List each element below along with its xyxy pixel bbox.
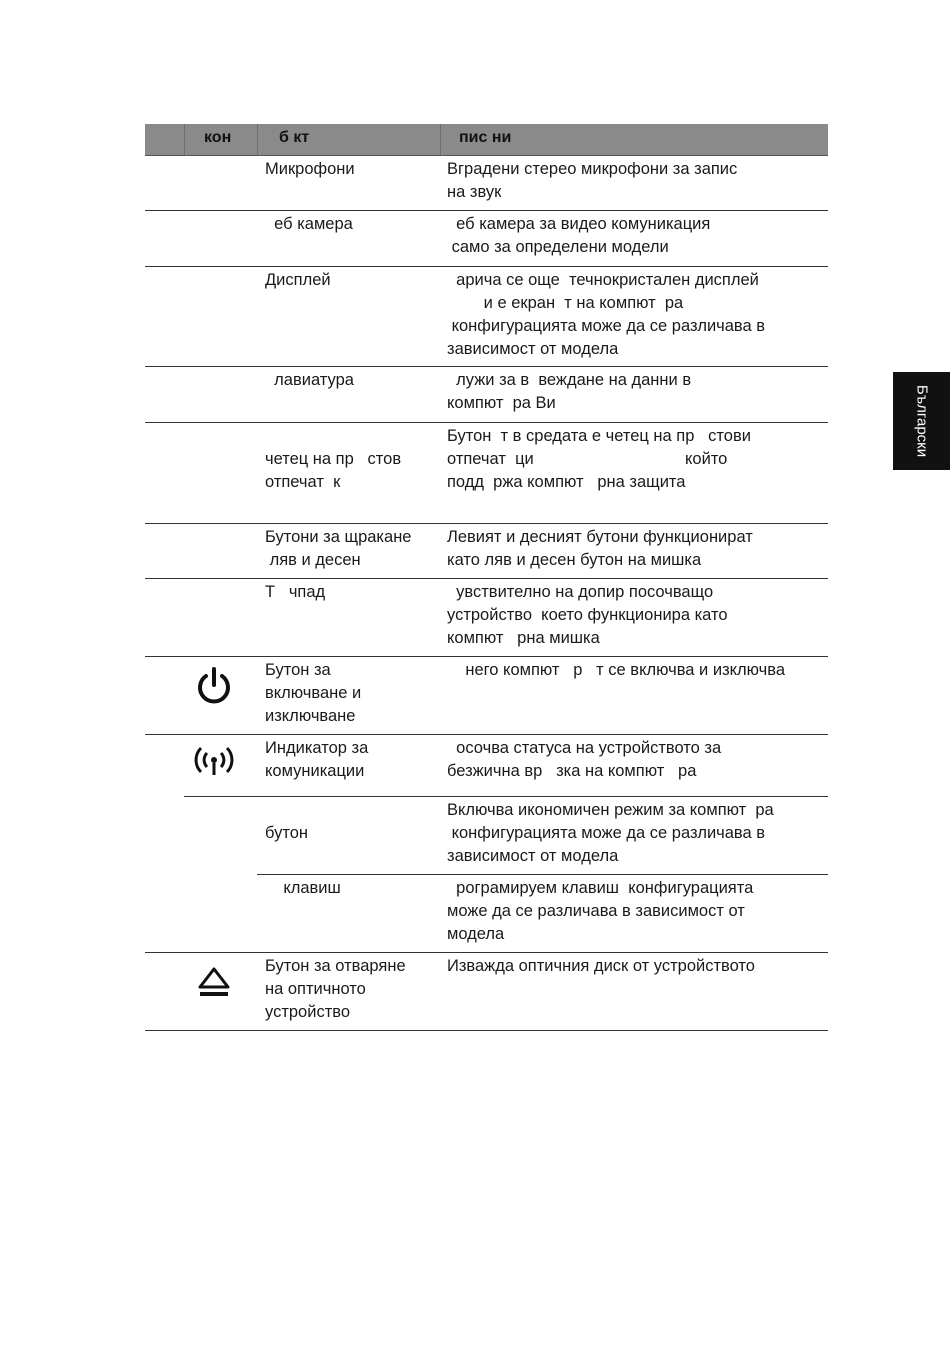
table-row [145,797,828,875]
table-row [145,423,828,524]
table-row [145,657,828,735]
eject-icon [193,965,235,1007]
row-object: еб камера [265,215,353,233]
table-row [145,875,828,953]
table-row [145,953,828,1031]
language-tab [893,372,950,470]
header-divider [184,124,185,155]
header-icon: кон [204,129,232,146]
row-object: четец на пр стов отпечат к [265,450,402,491]
header-object: б кт [279,129,310,146]
row-description: Изважда оптичния диск от устройството [447,957,755,975]
row-description: рограмируем клавиш конфигурацията може да се различава в зависимост от модела [447,879,754,943]
table-row [145,156,828,211]
row-description: Левият и десният бутони функционират като ляв и десен бутон на мишка [447,528,753,569]
row-description: него компют р т се включва и изключва [447,661,786,679]
row-object: Дисплей [265,271,331,289]
row-description: Вградени стерео микрофони за запис на звук [447,160,738,201]
table-row [145,267,828,367]
table-row [145,735,828,797]
row-description: еб камера за видео комуникация само за определени модели [451,215,711,256]
table-header [145,124,828,156]
row-description: арича се още течнокристален дисплей и е екран т на компют ра конфигурацията може да се различава в зависимост от модела [447,271,766,358]
wireless-icon [193,743,235,785]
row-divider [145,1030,828,1031]
row-object: Индикатор за комуникации [265,739,369,780]
row-description: лужи за в веждане на данни в компют ра Ви [447,371,692,412]
language-tab-label: Български [913,384,930,458]
row-object: Бутон за включване и изключване [265,661,362,725]
table-row [145,579,828,657]
power-icon [193,665,235,707]
table-row [145,211,828,267]
header-divider [257,124,258,155]
row-object: лавиатура [265,371,354,389]
header-divider [440,124,441,155]
row-object: Т чпад [265,583,326,601]
table-row [145,524,828,579]
table-row [145,367,828,423]
row-object: Микрофони [265,160,355,178]
components-table [145,124,828,1031]
row-description: увствително на допир посочващо устройство което функционира като компют рна мишка [447,583,728,647]
header-description: пис ни [459,129,512,146]
row-object: бутон [265,824,308,842]
row-description: Включва икономичен режим за компют ра конфигурацията може да се различава в зависимост от модела [447,801,774,865]
row-object: Бутони за щракане ляв и десен [265,528,412,569]
row-object: клавиш [265,879,341,897]
row-description: осочва статуса на устройството за безжична вр зка на компют ра [447,739,722,780]
row-description: Бутон т в средата е четец на пр стови отпечат ци който подд ржа компют рна защита [447,427,751,491]
row-object: Бутон за отваряне на оптичното устройство [265,957,406,1021]
